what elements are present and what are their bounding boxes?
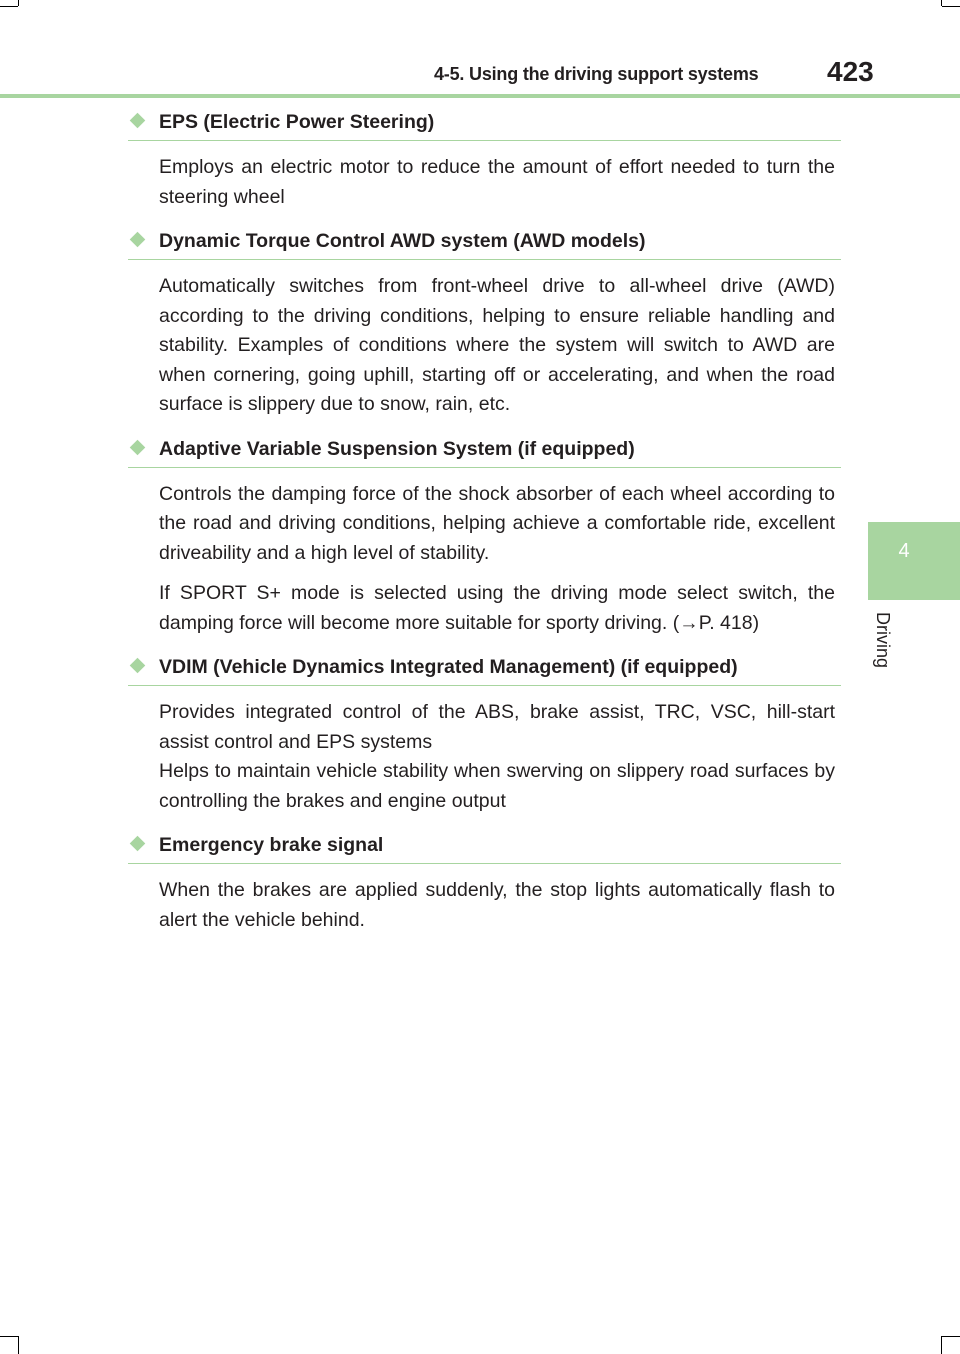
page-content	[128, 104, 841, 946]
crop-mark	[0, 1336, 18, 1337]
section-heading-text: Dynamic Torque Control AWD system (AWD models)	[159, 230, 646, 252]
section-heading-text: EPS (Electric Power Steering)	[159, 111, 435, 133]
section-heading-eps	[128, 104, 841, 141]
chapter-label-text: Driving	[873, 612, 893, 669]
chapter-tab	[868, 522, 960, 600]
section-heading-emergency-brake	[128, 827, 841, 864]
section-paragraph: Automatically switches from front-wheel drive to all-wheel drive (AWD) according to the driving conditions, helping to ensure reliable handling and stability. Examples of conditions where the system will switch to AWD are when cornering, going uphill, starting off or accelerating, and when the road surface is slippery due to snow, rain, etc.	[159, 275, 835, 415]
header-rule	[0, 94, 960, 98]
diamond-bullet-icon	[130, 232, 146, 248]
section-paragraph: Provides integrated control of the ABS, brake assist, TRC, VSC, hill-start assist control and EPS systems	[159, 701, 835, 753]
section-paragraph: Controls the damping force of the shock absorber of each wheel according to the road and driving conditions, helping achieve a comfortable ride, excellent driveability and a high level of stability.	[159, 482, 835, 564]
header-title: 4-5. Using the driving support systems	[434, 64, 759, 84]
section-heading-text: Emergency brake signal	[159, 834, 384, 856]
section-heading-text: Adaptive Variable Suspension System (if equipped)	[159, 437, 635, 460]
crop-mark	[18, 1336, 19, 1354]
section-paragraph: Helps to maintain vehicle stability when swerving on slippery road surfaces by controlling the brakes and engine output	[159, 760, 835, 812]
crop-mark	[941, 1336, 942, 1354]
diamond-bullet-icon	[130, 836, 146, 852]
diamond-bullet-icon	[130, 439, 146, 455]
section-heading-vdim	[128, 649, 841, 686]
chapter-number: 4	[898, 540, 910, 562]
section-heading-awd	[128, 223, 841, 260]
crop-mark	[942, 1336, 960, 1337]
diamond-bullet-icon	[130, 113, 146, 129]
page-number: 423	[827, 56, 874, 87]
section-paragraph: If SPORT S+ mode is selected using the driving mode select switch, the damping force will become more suitable for sporty driving. (→P. 418)	[159, 582, 835, 634]
section-paragraph: Employs an electric motor to reduce the amount of effort needed to turn the steering wheel	[159, 156, 835, 208]
section-heading-suspension	[128, 431, 841, 468]
diamond-bullet-icon	[130, 658, 146, 674]
section-paragraph: When the brakes are applied suddenly, the stop lights automatically flash to alert the vehicle behind.	[159, 879, 835, 931]
page-header	[0, 0, 960, 98]
chapter-label	[873, 612, 915, 682]
section-heading-text: VDIM (Vehicle Dynamics Integrated Management) (if equipped)	[159, 656, 738, 678]
